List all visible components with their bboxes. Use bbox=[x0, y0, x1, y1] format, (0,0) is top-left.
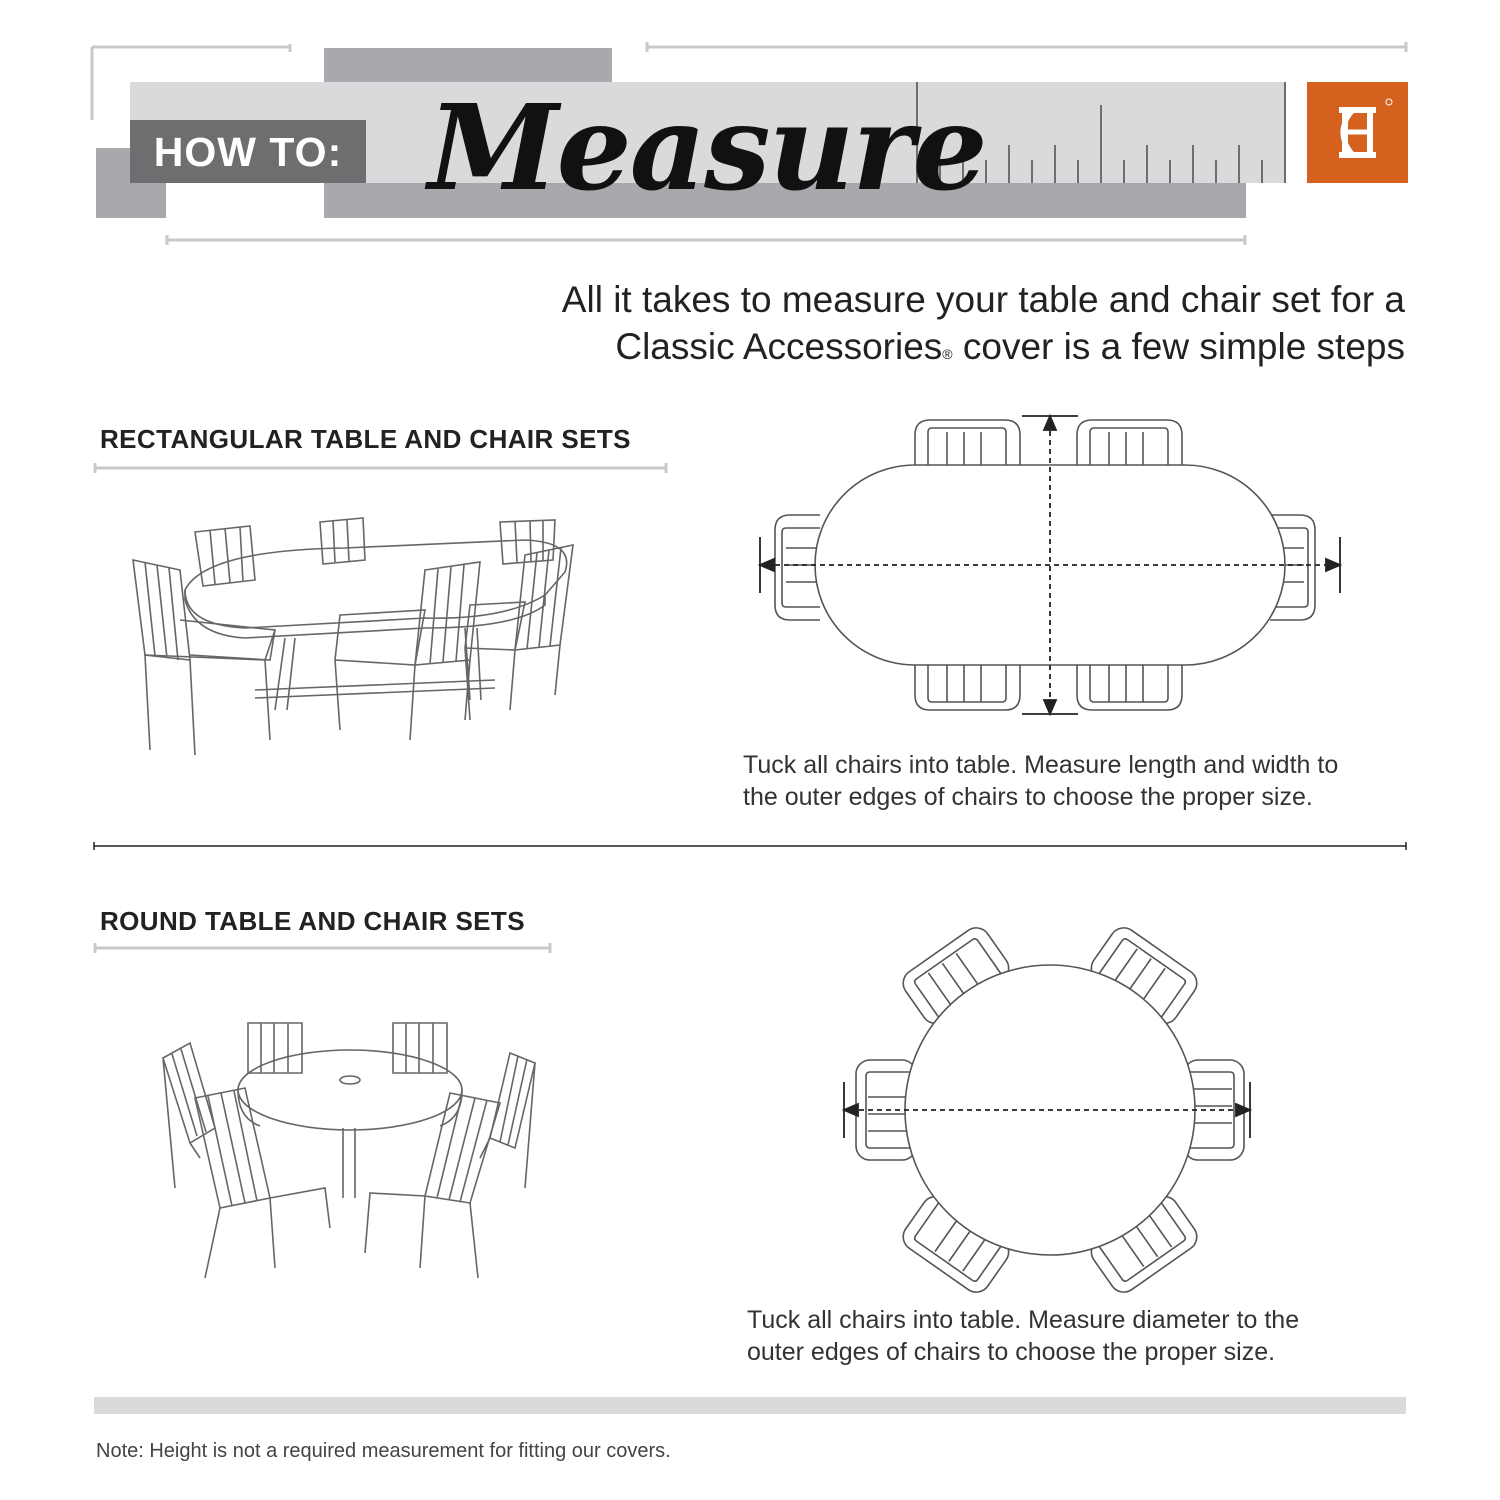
brand-logo bbox=[1307, 82, 1408, 183]
intro-line-1: All it takes to measure your table and chair set for a bbox=[561, 279, 1405, 320]
caption-rectangular-line-1: Tuck all chairs into table. Measure length and width to bbox=[743, 751, 1339, 779]
rectangular-set-top-view bbox=[750, 410, 1350, 720]
rectangular-set-illustration bbox=[125, 510, 595, 760]
section-title-round: ROUND TABLE AND CHAIR SETS bbox=[100, 906, 525, 936]
footnote: Note: Height is not a required measurement for fitting our covers. bbox=[96, 1440, 671, 1462]
intro-text bbox=[465, 276, 1405, 370]
section-underline bbox=[90, 460, 680, 480]
registered-mark: ® bbox=[942, 346, 953, 362]
brand-name: Classic Accessories bbox=[615, 326, 943, 367]
caption-rectangular-line-2: the outer edges of chairs to choose the proper size. bbox=[743, 783, 1313, 811]
intro-line-2-rest: cover is a few simple steps bbox=[952, 326, 1405, 367]
section-title-rectangular: RECTANGULAR TABLE AND CHAIR SETS bbox=[100, 424, 631, 454]
caption-round-line-1: Tuck all chairs into table. Measure diameter to the bbox=[747, 1306, 1300, 1334]
intro-line-2 bbox=[465, 323, 1405, 370]
section-divider bbox=[90, 838, 1415, 854]
caption-rectangular bbox=[743, 749, 1338, 813]
caption-round-line-2: outer edges of chairs to choose the proper size. bbox=[747, 1338, 1276, 1366]
howto-label: HOW TO: bbox=[153, 129, 343, 175]
caption-round bbox=[747, 1304, 1299, 1368]
round-set-top-view bbox=[838, 918, 1258, 1298]
headline: Measure bbox=[428, 78, 986, 217]
ca-monogram-icon bbox=[1307, 82, 1408, 183]
footer-band bbox=[94, 1397, 1406, 1414]
round-set-illustration bbox=[160, 1018, 540, 1288]
section-underline bbox=[90, 940, 560, 960]
